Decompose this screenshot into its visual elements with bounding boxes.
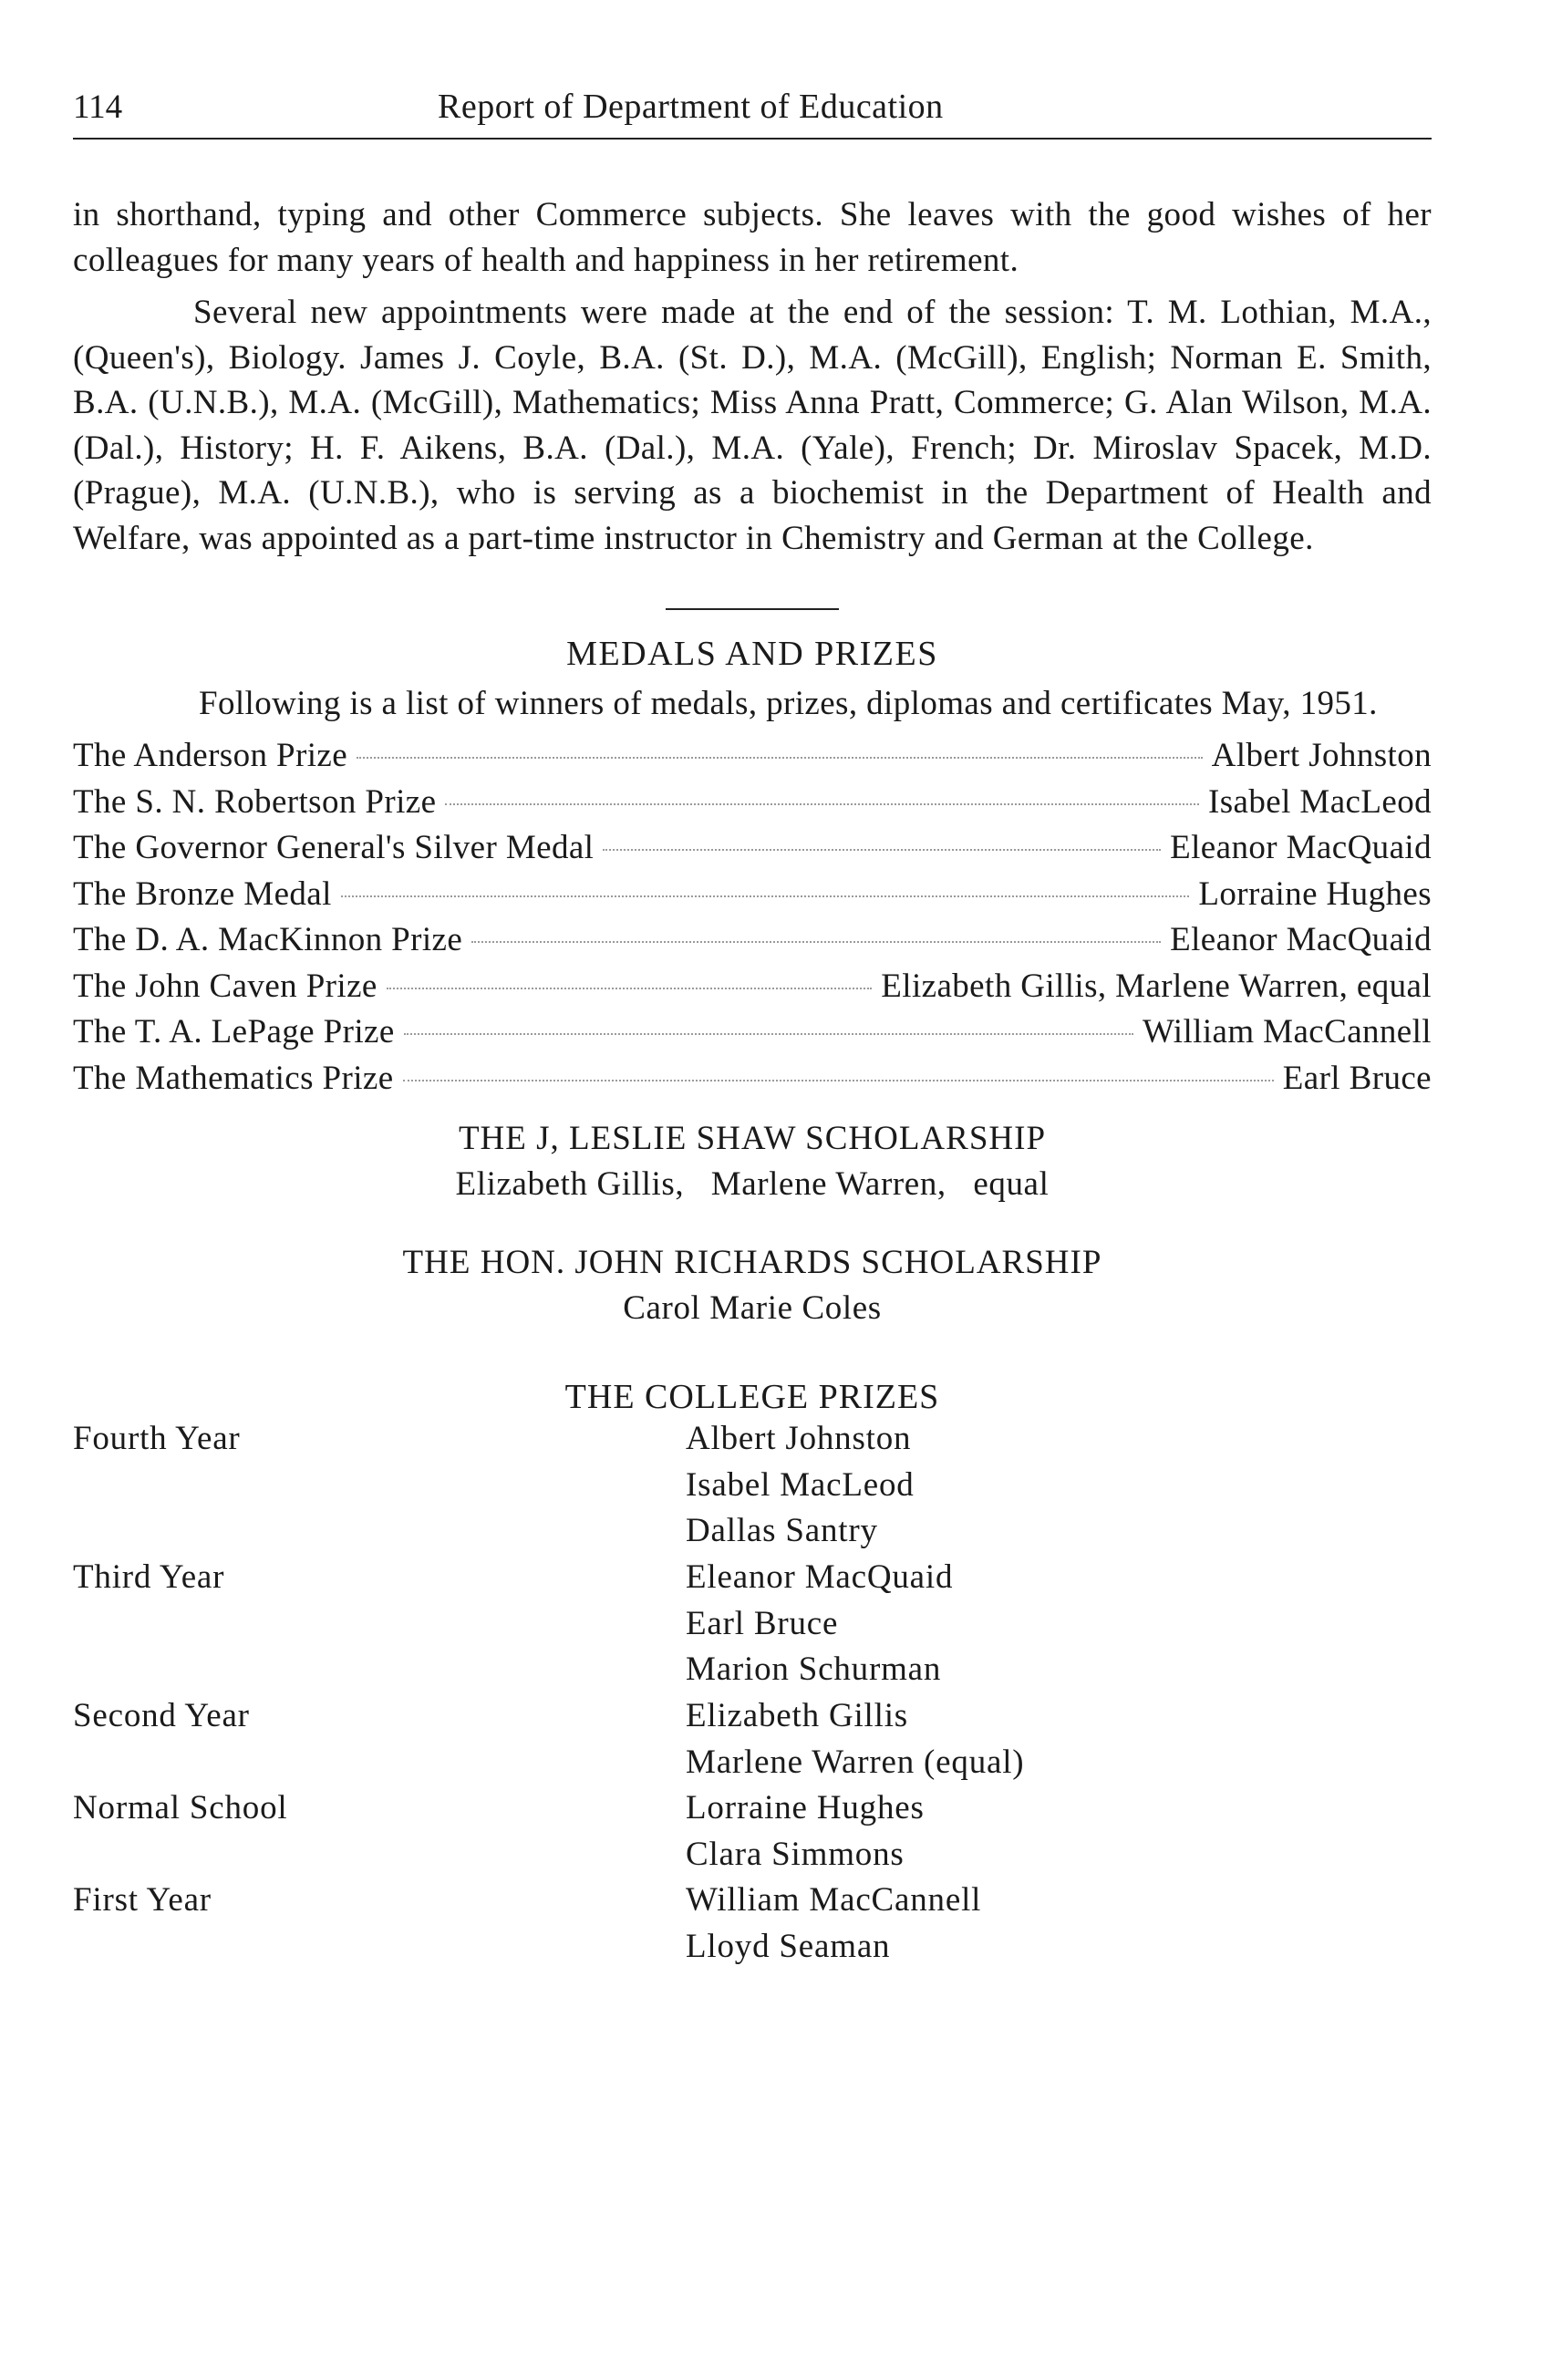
prize-name: The John Caven Prize	[73, 967, 377, 1005]
dot-leader	[357, 757, 1203, 759]
prize-winner: Earl Bruce	[1282, 1059, 1432, 1097]
medals-intro: Following is a list of winners of medals, prizes, diplomas and certificates May, 1951.	[199, 685, 1378, 722]
college-prize-winner: Isabel MacLeod	[686, 1466, 915, 1504]
prize-row	[73, 825, 1432, 872]
college-prize-winner: Lloyd Seaman	[686, 1928, 891, 1965]
dot-leader	[387, 988, 873, 989]
college-prizes-list	[73, 1419, 1432, 1984]
college-prize-winner: Earl Bruce	[686, 1605, 839, 1642]
prize-winner: Eleanor MacQuaid	[1170, 829, 1432, 866]
year-label: Second Year	[73, 1697, 250, 1734]
prize-name: The Governor General's Silver Medal	[73, 829, 595, 866]
college-prize-winner: Lorraine Hughes	[686, 1789, 925, 1826]
college-prize-winner: Eleanor MacQuaid	[686, 1558, 954, 1596]
medals-section-title: MEDALS AND PRIZES	[566, 635, 938, 673]
dot-leader	[341, 895, 1190, 897]
prize-winner: Albert Johnston	[1211, 737, 1432, 774]
dot-leader	[403, 1080, 1274, 1081]
appointments-paragraph: Several new appointments were made at the end of the session: T. M. Lothian, M.A., (Queen's), Biology. James J. Coyle, B.A. (St. D.), M.A. (McGill), English; Norman E. Smith, B.A. (U.N.B.), M.A. (McGill), Mathematics; Miss Anna Pratt, Commerce; G. Alan Wilson, M.A. (Dal.), History; H. F. Aikens, B.A. (Dal.), M.A. (Yale), French; Dr. Miroslav Spacek, M.D. (Prague), M.A. (U.N.B.), who is serving as a biochemist in the Department of Health and Welfare, was appointed as a part-time instructor in Chemistry and German at the College.	[73, 294, 1432, 557]
year-label: Third Year	[73, 1558, 225, 1596]
shaw-scholarship-title: THE J, LESLIE SHAW SCHOLARSHIP	[458, 1120, 1047, 1157]
college-prizes-title: THE COLLEGE PRIZES	[564, 1378, 940, 1416]
prize-winner: Lorraine Hughes	[1198, 874, 1432, 913]
year-label: Normal School	[73, 1789, 288, 1826]
shaw-scholarship-winner: Elizabeth Gillis, Marlene Warren, equal	[455, 1165, 1050, 1203]
richards-scholarship-winner: Carol Marie Coles	[623, 1289, 882, 1327]
prize-name: The D. A. MacKinnon Prize	[73, 921, 463, 958]
college-prize-winner: Albert Johnston	[686, 1420, 912, 1457]
retirement-paragraph: in shorthand, typing and other Commerce subjects. She leaves with the good wishes of her colleagues for many years of health and happiness in her retirement.	[73, 196, 1432, 279]
prize-name: The S. N. Robertson Prize	[73, 782, 437, 821]
prize-name: The Mathematics Prize	[73, 1059, 394, 1097]
prize-winner: Eleanor MacQuaid	[1170, 921, 1432, 958]
prize-row	[73, 964, 1432, 1010]
prize-row	[73, 780, 1432, 826]
year-label: Fourth Year	[73, 1420, 241, 1457]
page-number: 114	[73, 88, 123, 126]
college-prize-winner: William MacCannell	[686, 1881, 982, 1919]
document-page	[73, 87, 1432, 1984]
prize-row	[73, 872, 1432, 918]
dot-leader	[603, 849, 1161, 851]
prize-row	[73, 1009, 1432, 1056]
prize-row	[73, 733, 1432, 780]
prize-winner: Elizabeth Gillis, Marlene Warren, equal	[881, 967, 1432, 1005]
college-prize-winner: Marion Schurman	[686, 1650, 942, 1688]
prize-name: The Bronze Medal	[73, 874, 332, 913]
prize-list	[73, 733, 1432, 1102]
year-label: First Year	[73, 1881, 212, 1919]
dot-leader	[471, 941, 1161, 943]
page-header	[73, 87, 1432, 132]
college-prize-winner: Clara Simmons	[686, 1836, 905, 1873]
prize-row	[73, 917, 1432, 964]
dot-leader	[404, 1033, 1133, 1035]
prize-winner: Isabel MacLeod	[1208, 782, 1432, 821]
richards-scholarship-title: THE HON. JOHN RICHARDS SCHOLARSHIP	[402, 1244, 1102, 1281]
header-rule	[73, 138, 1432, 140]
section-divider	[666, 608, 839, 610]
prize-row	[73, 1056, 1432, 1102]
college-prize-winner: Elizabeth Gillis	[686, 1697, 908, 1734]
prize-name: The T. A. LePage Prize	[73, 1013, 395, 1050]
college-prize-winner: Dallas Santry	[686, 1512, 878, 1549]
prize-winner: William MacCannell	[1142, 1013, 1432, 1050]
college-prize-winner: Marlene Warren (equal)	[686, 1744, 1025, 1781]
running-title: Report of Department of Education	[438, 88, 944, 126]
dot-leader	[445, 803, 1199, 805]
prize-name: The Anderson Prize	[73, 737, 348, 774]
